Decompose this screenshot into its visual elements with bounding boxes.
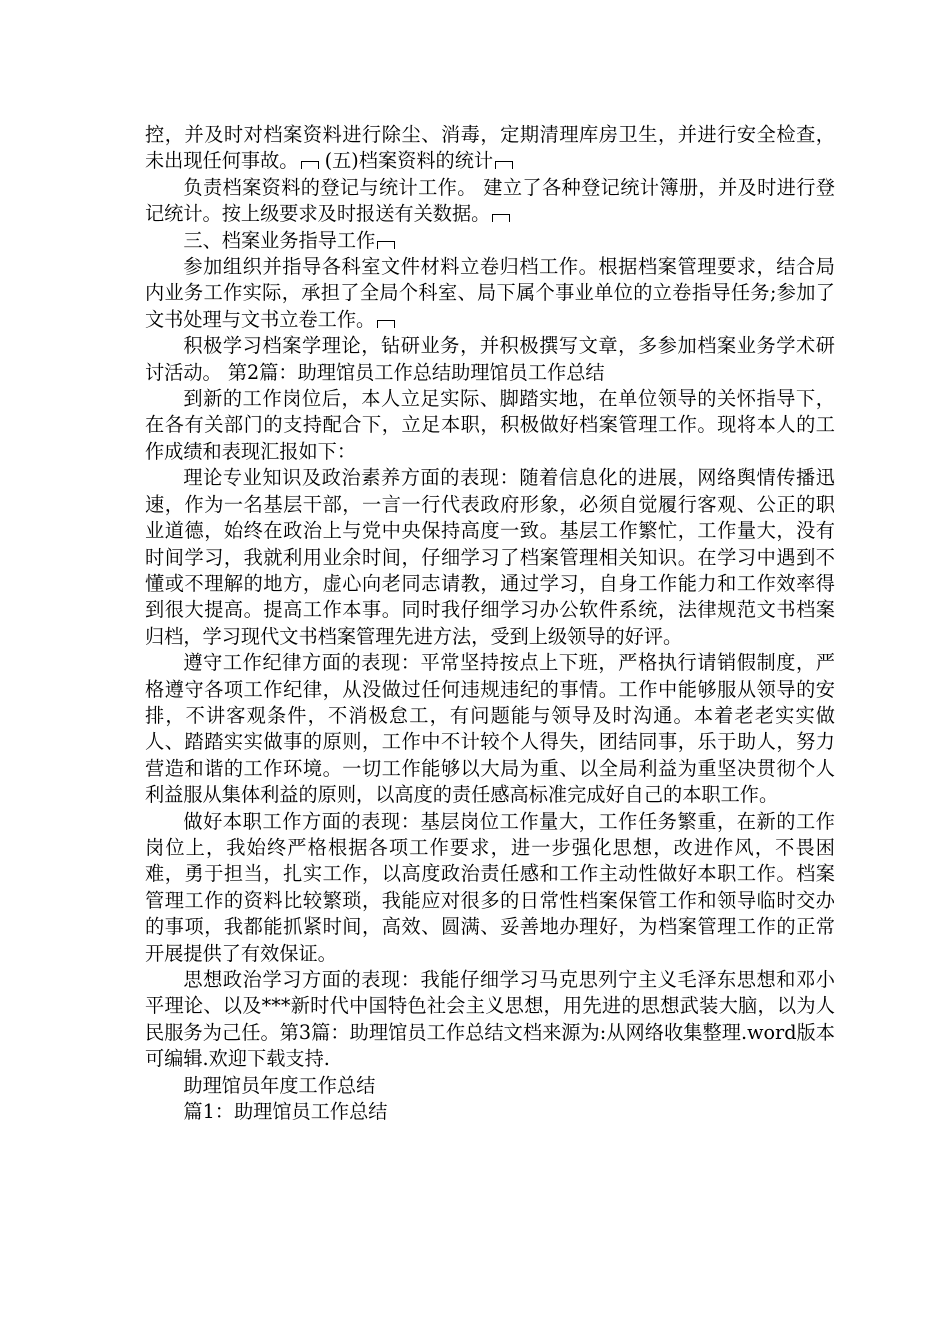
document-title [145, 1073, 835, 1099]
paragraph-1-text: 控，并及时对档案资料进行除尘、消毒，定期清理库房卫生，并进行安全检查，未出现任何事故。 [145, 123, 835, 173]
paragraph-2 [145, 175, 835, 228]
paragraph-1 [145, 122, 835, 175]
paragraph-4 [145, 254, 835, 333]
paragraph-6-text: 到新的工作岗位后，本人立足实际、脚踏实地，在单位领导的关怀指导下，在各有关部门的支持配合下，立足本职，积极做好档案管理工作。现将本人的工作成绩和表现汇报如下： [145, 387, 835, 463]
section-heading-text: 三、档案业务指导工作 [183, 228, 376, 252]
paragraph-7 [145, 465, 835, 650]
paragraph-9-text: 做好本职工作方面的表现：基层岗位工作量大，工作任务繁重，在新的工作岗位上，我始终严格根据各项工作要求，进一步强化思想，改进作风，不畏困难，勇于担当，扎实工作，以高度政治责任感和工作主动性做好本职工作。档案管理工作的资料比较繁琐，我能应对很多的日常性档案保管工作和领导临时交办的事项，我都能抓紧时间，高效、圆满、妥善地办理好，为档案管理工作的正常开展提供了有效保证。 [145, 809, 835, 965]
paragraph-8 [145, 650, 835, 808]
paragraph-5-text: 积极学习档案学理论，钻研业务，并积极撰写文章，多参加档案业务学术研讨活动。 第2篇：助理馆员工作总结助理馆员工作总结 [145, 334, 835, 384]
paragraph-1-heading: (五)档案资料的统计 [318, 149, 494, 173]
paragraph-6 [145, 386, 835, 465]
paragraph-10 [145, 967, 835, 1073]
paragraph-mark-icon [301, 161, 319, 169]
paragraph-mark-icon [492, 214, 510, 222]
paragraph-mark-icon [495, 161, 513, 169]
document-page [145, 122, 835, 1125]
paragraph-5 [145, 333, 835, 386]
paragraph-mark-icon [377, 320, 395, 328]
paragraph-mark-icon [377, 241, 395, 249]
document-title-text: 助理馆员年度工作总结 [183, 1073, 376, 1097]
chapter-heading-text: 篇1：助理馆员工作总结 [183, 1100, 388, 1124]
chapter-heading [145, 1099, 835, 1125]
paragraph-9 [145, 809, 835, 967]
paragraph-8-text: 遵守工作纪律方面的表现：平常坚持按点上下班，严格执行请销假制度，严格遵守各项工作纪律，从没做过任何违规违纪的事情。工作中能够服从领导的安排，不讲客观条件，不消极怠工，有问题能与领导及时沟通。本着老老实实做人、踏踏实实做事的原则，工作中不计较个人得失，团结同事，乐于助人，努力营造和谐的工作环境。一切工作能够以大局为重、以全局利益为重坚决贯彻个人利益服从集体利益的原则，以高度的责任感高标准完成好自己的本职工作。 [145, 651, 835, 807]
paragraph-2-text: 负责档案资料的登记与统计工作。 建立了各种登记统计簿册，并及时进行登记统计。按上级要求及时报送有关数据。 [145, 175, 835, 226]
paragraph-4-text: 参加组织并指导各科室文件材料立卷归档工作。根据档案管理要求，结合局内业务工作实际，承担了全局个科室、局下属个事业单位的立卷指导任务;参加了文书处理与文书立卷工作。 [145, 255, 835, 331]
section-heading-3 [145, 228, 835, 254]
paragraph-7-text: 理论专业知识及政治素养方面的表现：随着信息化的进展，网络舆情传播迅速，作为一名基层干部，一言一行代表政府形象，必须自觉履行客观、公正的职业道德，始终在政治上与党中央保持高度一致。基层工作繁忙，工作量大，没有时间学习，我就利用业余时间，仔细学习了档案管理相关知识。在学习中遇到不懂或不理解的地方，虚心向老同志请教，通过学习，自身工作能力和工作效率得到很大提高。提高工作本事。同时我仔细学习办公软件系统，法律规范文书档案归档，学习现代文书档案管理先进方法，受到上级领导的好评。 [145, 466, 835, 648]
paragraph-10-text: 思想政治学习方面的表现：我能仔细学习马克思列宁主义毛泽东思想和邓小平理论、以及***新时代中国特色社会主义思想，用先进的思想武装大脑，以为人民服务为己任。第3篇：助理馆员工作总结文档来源为:从网络收集整理.word版本可编辑.欢迎下载支持. [145, 968, 835, 1071]
